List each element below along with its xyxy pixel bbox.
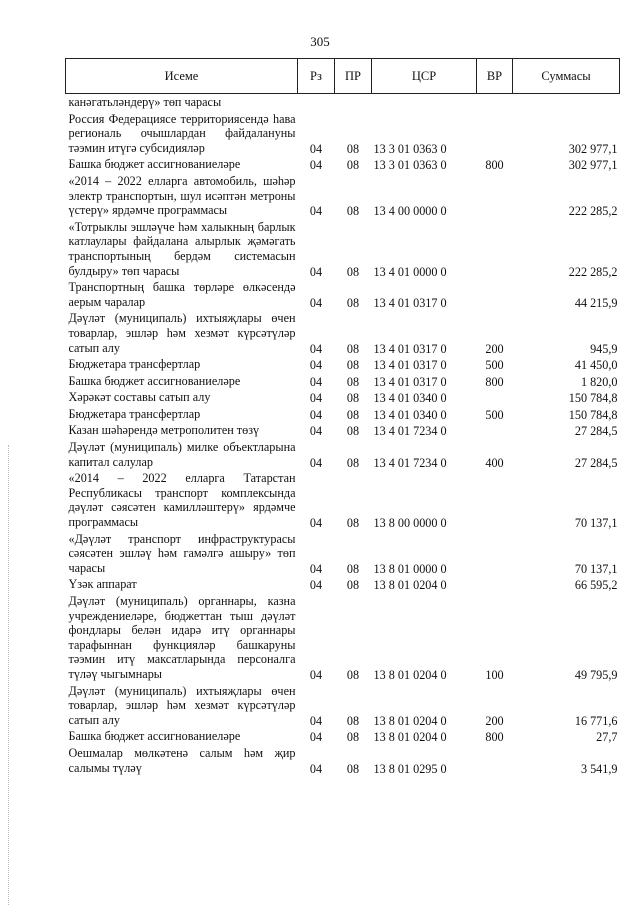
cell-name: канәгатьләндерү» төп чарасы bbox=[68, 95, 222, 109]
cell-sum: 1 820,0 bbox=[580, 374, 618, 389]
cell-csr: 13 4 01 0317 0 bbox=[373, 295, 447, 310]
cell-csr: 13 4 01 7234 0 bbox=[373, 424, 447, 439]
cell-pr: 08 bbox=[346, 713, 360, 728]
cell-rz: 04 bbox=[309, 358, 323, 373]
cell-name: Бюджетара трансфертлар bbox=[68, 406, 201, 421]
cell-vr bbox=[477, 111, 513, 157]
cell-vr: 400 bbox=[485, 455, 504, 470]
cell-sum: 222 285,2 bbox=[568, 264, 618, 279]
cell-sum: 150 784,8 bbox=[568, 407, 618, 422]
header-pr: ПР bbox=[335, 59, 372, 94]
cell-pr: 08 bbox=[346, 141, 360, 156]
cell-name: Дәүләт (муниципаль) ихтыяҗлары өчен товарлар, эшләр һәм хезмәт күрсәтүләр сатып алу bbox=[68, 683, 296, 727]
table-row bbox=[66, 279, 620, 310]
cell-name: Башка бюджет ассигнованиеләре bbox=[68, 373, 241, 388]
cell-vr bbox=[477, 745, 513, 776]
cell-sum: 70 137,1 bbox=[574, 516, 618, 531]
header-csr: ЦСР bbox=[372, 59, 477, 94]
cell-vr bbox=[477, 173, 513, 219]
cell-sum: 27 284,5 bbox=[574, 424, 618, 439]
cell-pr: 08 bbox=[346, 730, 360, 745]
table-row bbox=[66, 531, 620, 577]
cell-sum: 44 215,9 bbox=[574, 295, 618, 310]
cell-csr: 13 8 00 0000 0 bbox=[373, 516, 447, 531]
cell-name: Хәрәкәт составы сатып алу bbox=[68, 390, 211, 405]
cell-csr: 13 4 01 7234 0 bbox=[373, 455, 447, 470]
table-row bbox=[66, 94, 620, 111]
cell-csr: 13 4 01 0000 0 bbox=[373, 264, 447, 279]
cell-name: Дәүләт (муниципаль) милке объектларына капитал салулар bbox=[68, 440, 296, 469]
cell-sum: 3 541,9 bbox=[580, 761, 618, 776]
cell-pr: 08 bbox=[346, 516, 360, 531]
cell-pr: 08 bbox=[346, 391, 360, 406]
cell-rz: 04 bbox=[309, 561, 323, 576]
table-row bbox=[66, 373, 620, 390]
cell-csr: 13 8 01 0204 0 bbox=[373, 713, 447, 728]
cell-pr: 08 bbox=[346, 578, 360, 593]
cell-sum: 222 285,2 bbox=[568, 204, 618, 219]
cell-name: «2014 – 2022 елларга Татарстан Республикасы транспорт комплексында дәүләт сәясәтен камилләштерү» ярдәмче программасы bbox=[68, 471, 296, 530]
cell-pr: 08 bbox=[346, 295, 360, 310]
cell-vr: 800 bbox=[485, 158, 504, 173]
cell-pr: 08 bbox=[346, 455, 360, 470]
cell-vr: 800 bbox=[485, 730, 504, 745]
cell-csr: 13 4 01 0340 0 bbox=[373, 391, 447, 406]
cell-pr: 08 bbox=[346, 341, 360, 356]
cell-csr: 13 3 01 0363 0 bbox=[373, 141, 447, 156]
cell-pr: 08 bbox=[346, 374, 360, 389]
cell-rz: 04 bbox=[309, 158, 323, 173]
cell-vr: 500 bbox=[485, 407, 504, 422]
cell-vr bbox=[477, 389, 513, 406]
cell-pr: 08 bbox=[346, 204, 360, 219]
cell-sum: 16 771,6 bbox=[574, 713, 618, 728]
table-row bbox=[66, 173, 620, 219]
cell-sum: 302 977,1 bbox=[568, 158, 618, 173]
table-row bbox=[66, 439, 620, 470]
table-row bbox=[66, 576, 620, 593]
cell-pr: 08 bbox=[346, 424, 360, 439]
cell-pr: 08 bbox=[346, 667, 360, 682]
cell-name: Россия Федерациясе территориясендә һава региональ очышлардан файдалануны тәэмин итүгә субсидияләр bbox=[68, 111, 296, 155]
cell-rz: 04 bbox=[309, 391, 323, 406]
cell-name: Транспортның башка төрләре өлкәсендә аерым чаралар bbox=[68, 280, 296, 309]
cell-csr: 13 4 01 0317 0 bbox=[373, 374, 447, 389]
cell-csr: 13 4 01 0317 0 bbox=[373, 341, 447, 356]
cell-name: Башка бюджет ассигнованиеләре bbox=[68, 157, 241, 172]
cell-rz: 04 bbox=[309, 424, 323, 439]
cell-vr bbox=[477, 576, 513, 593]
page-number: 305 bbox=[310, 34, 330, 49]
cell-sum: 945,9 bbox=[590, 341, 618, 356]
cell-vr bbox=[477, 531, 513, 577]
table-row bbox=[66, 593, 620, 683]
cell-sum: 66 595,2 bbox=[574, 578, 618, 593]
cell-pr: 08 bbox=[346, 358, 360, 373]
cell-name: Дәүләт (муниципаль) органнары, казна учреждениеләре, бюджеттан тыш дәүләт фондлары белән идарә итү органнары тарафыннан функцияләр башкаруны тәэмин итү максатларында персоналга түләү чыгымнары bbox=[68, 594, 296, 681]
cell-vr bbox=[477, 422, 513, 439]
cell-vr bbox=[477, 470, 513, 530]
table-row bbox=[66, 219, 620, 279]
cell-sum: 27 284,5 bbox=[574, 455, 618, 470]
cell-rz: 04 bbox=[309, 667, 323, 682]
cell-csr bbox=[372, 94, 477, 111]
table-row bbox=[66, 389, 620, 406]
cell-csr: 13 8 01 0204 0 bbox=[373, 578, 447, 593]
cell-vr: 100 bbox=[485, 667, 504, 682]
cell-name: Бюджетара трансфертлар bbox=[68, 357, 201, 372]
cell-csr: 13 3 01 0363 0 bbox=[373, 158, 447, 173]
table-row bbox=[66, 156, 620, 173]
cell-pr bbox=[335, 94, 372, 111]
cell-csr: 13 8 01 0204 0 bbox=[373, 730, 447, 745]
budget-table bbox=[65, 58, 620, 776]
cell-name: «2014 – 2022 елларга автомобиль, шәһәр электр транспортын, шул исәптән метроны үстерү» ярдәмче программасы bbox=[68, 173, 296, 218]
cell-sum: 70 137,1 bbox=[574, 561, 618, 576]
cell-pr: 08 bbox=[346, 561, 360, 576]
table-row bbox=[66, 310, 620, 356]
cell-sum: 49 795,9 bbox=[574, 667, 618, 682]
cell-sum: 27,7 bbox=[596, 730, 618, 745]
cell-name: Казан шәһәрендә метрополитен төзү bbox=[68, 423, 260, 438]
cell-vr: 500 bbox=[485, 358, 504, 373]
cell-name: «Дәүләт транспорт инфраструктурасы сәясәтен эшләү һәм гамәлгә ашыру» төп чарасы bbox=[68, 531, 296, 575]
cell-rz: 04 bbox=[309, 516, 323, 531]
cell-vr bbox=[477, 219, 513, 279]
cell-rz: 04 bbox=[309, 341, 323, 356]
table-row bbox=[66, 683, 620, 729]
table-row bbox=[66, 422, 620, 439]
cell-sum bbox=[513, 94, 620, 111]
cell-rz: 04 bbox=[309, 761, 323, 776]
header-vr: ВР bbox=[477, 59, 513, 94]
cell-pr: 08 bbox=[346, 407, 360, 422]
cell-pr: 08 bbox=[346, 761, 360, 776]
header-sum: Суммасы bbox=[513, 59, 620, 94]
cell-vr: 200 bbox=[485, 713, 504, 728]
cell-vr: 200 bbox=[485, 341, 504, 356]
cell-pr: 08 bbox=[346, 158, 360, 173]
cell-csr: 13 8 01 0295 0 bbox=[373, 761, 447, 776]
table-row bbox=[66, 728, 620, 745]
cell-name: Башка бюджет ассигнованиеләре bbox=[68, 729, 241, 744]
cell-rz: 04 bbox=[309, 730, 323, 745]
header-name: Исеме bbox=[66, 59, 298, 94]
cell-vr bbox=[477, 279, 513, 310]
cell-vr: 800 bbox=[485, 374, 504, 389]
cell-name: «Тотрыклы эшләүче һәм халыкның барлык катлаулары файдалана алырлык җәмәгать транспортының бердәм системасын булдыру» төп чарасы bbox=[68, 219, 296, 278]
table-header-row bbox=[66, 59, 620, 94]
cell-rz: 04 bbox=[309, 455, 323, 470]
cell-rz bbox=[298, 94, 335, 111]
table-row bbox=[66, 470, 620, 530]
cell-rz: 04 bbox=[309, 141, 323, 156]
cell-rz: 04 bbox=[309, 407, 323, 422]
table-row bbox=[66, 111, 620, 157]
cell-rz: 04 bbox=[309, 204, 323, 219]
table-row bbox=[66, 406, 620, 423]
cell-csr: 13 8 01 0000 0 bbox=[373, 561, 447, 576]
cell-name: Дәүләт (муниципаль) ихтыяҗлары өчен товарлар, эшләр һәм хезмәт күрсәтүләр сатып алу bbox=[68, 311, 296, 355]
margin-dots bbox=[8, 445, 11, 905]
header-rz: Рз bbox=[298, 59, 335, 94]
cell-csr: 13 4 01 0340 0 bbox=[373, 407, 447, 422]
cell-rz: 04 bbox=[309, 295, 323, 310]
table-row bbox=[66, 356, 620, 373]
cell-csr: 13 4 01 0317 0 bbox=[373, 358, 447, 373]
cell-name: Оешмалар мөлкәтенә салым һәм җир салымы түләү bbox=[68, 745, 296, 775]
table-row bbox=[66, 745, 620, 776]
cell-sum: 150 784,8 bbox=[568, 391, 618, 406]
cell-rz: 04 bbox=[309, 578, 323, 593]
cell-csr: 13 8 01 0204 0 bbox=[373, 667, 447, 682]
cell-sum: 41 450,0 bbox=[574, 358, 618, 373]
cell-rz: 04 bbox=[309, 374, 323, 389]
cell-pr: 08 bbox=[346, 264, 360, 279]
cell-sum: 302 977,1 bbox=[568, 141, 618, 156]
cell-csr: 13 4 00 0000 0 bbox=[373, 204, 447, 219]
cell-rz: 04 bbox=[309, 713, 323, 728]
cell-name: Үзәк аппарат bbox=[68, 577, 137, 592]
cell-rz: 04 bbox=[309, 264, 323, 279]
cell-vr bbox=[477, 94, 513, 111]
